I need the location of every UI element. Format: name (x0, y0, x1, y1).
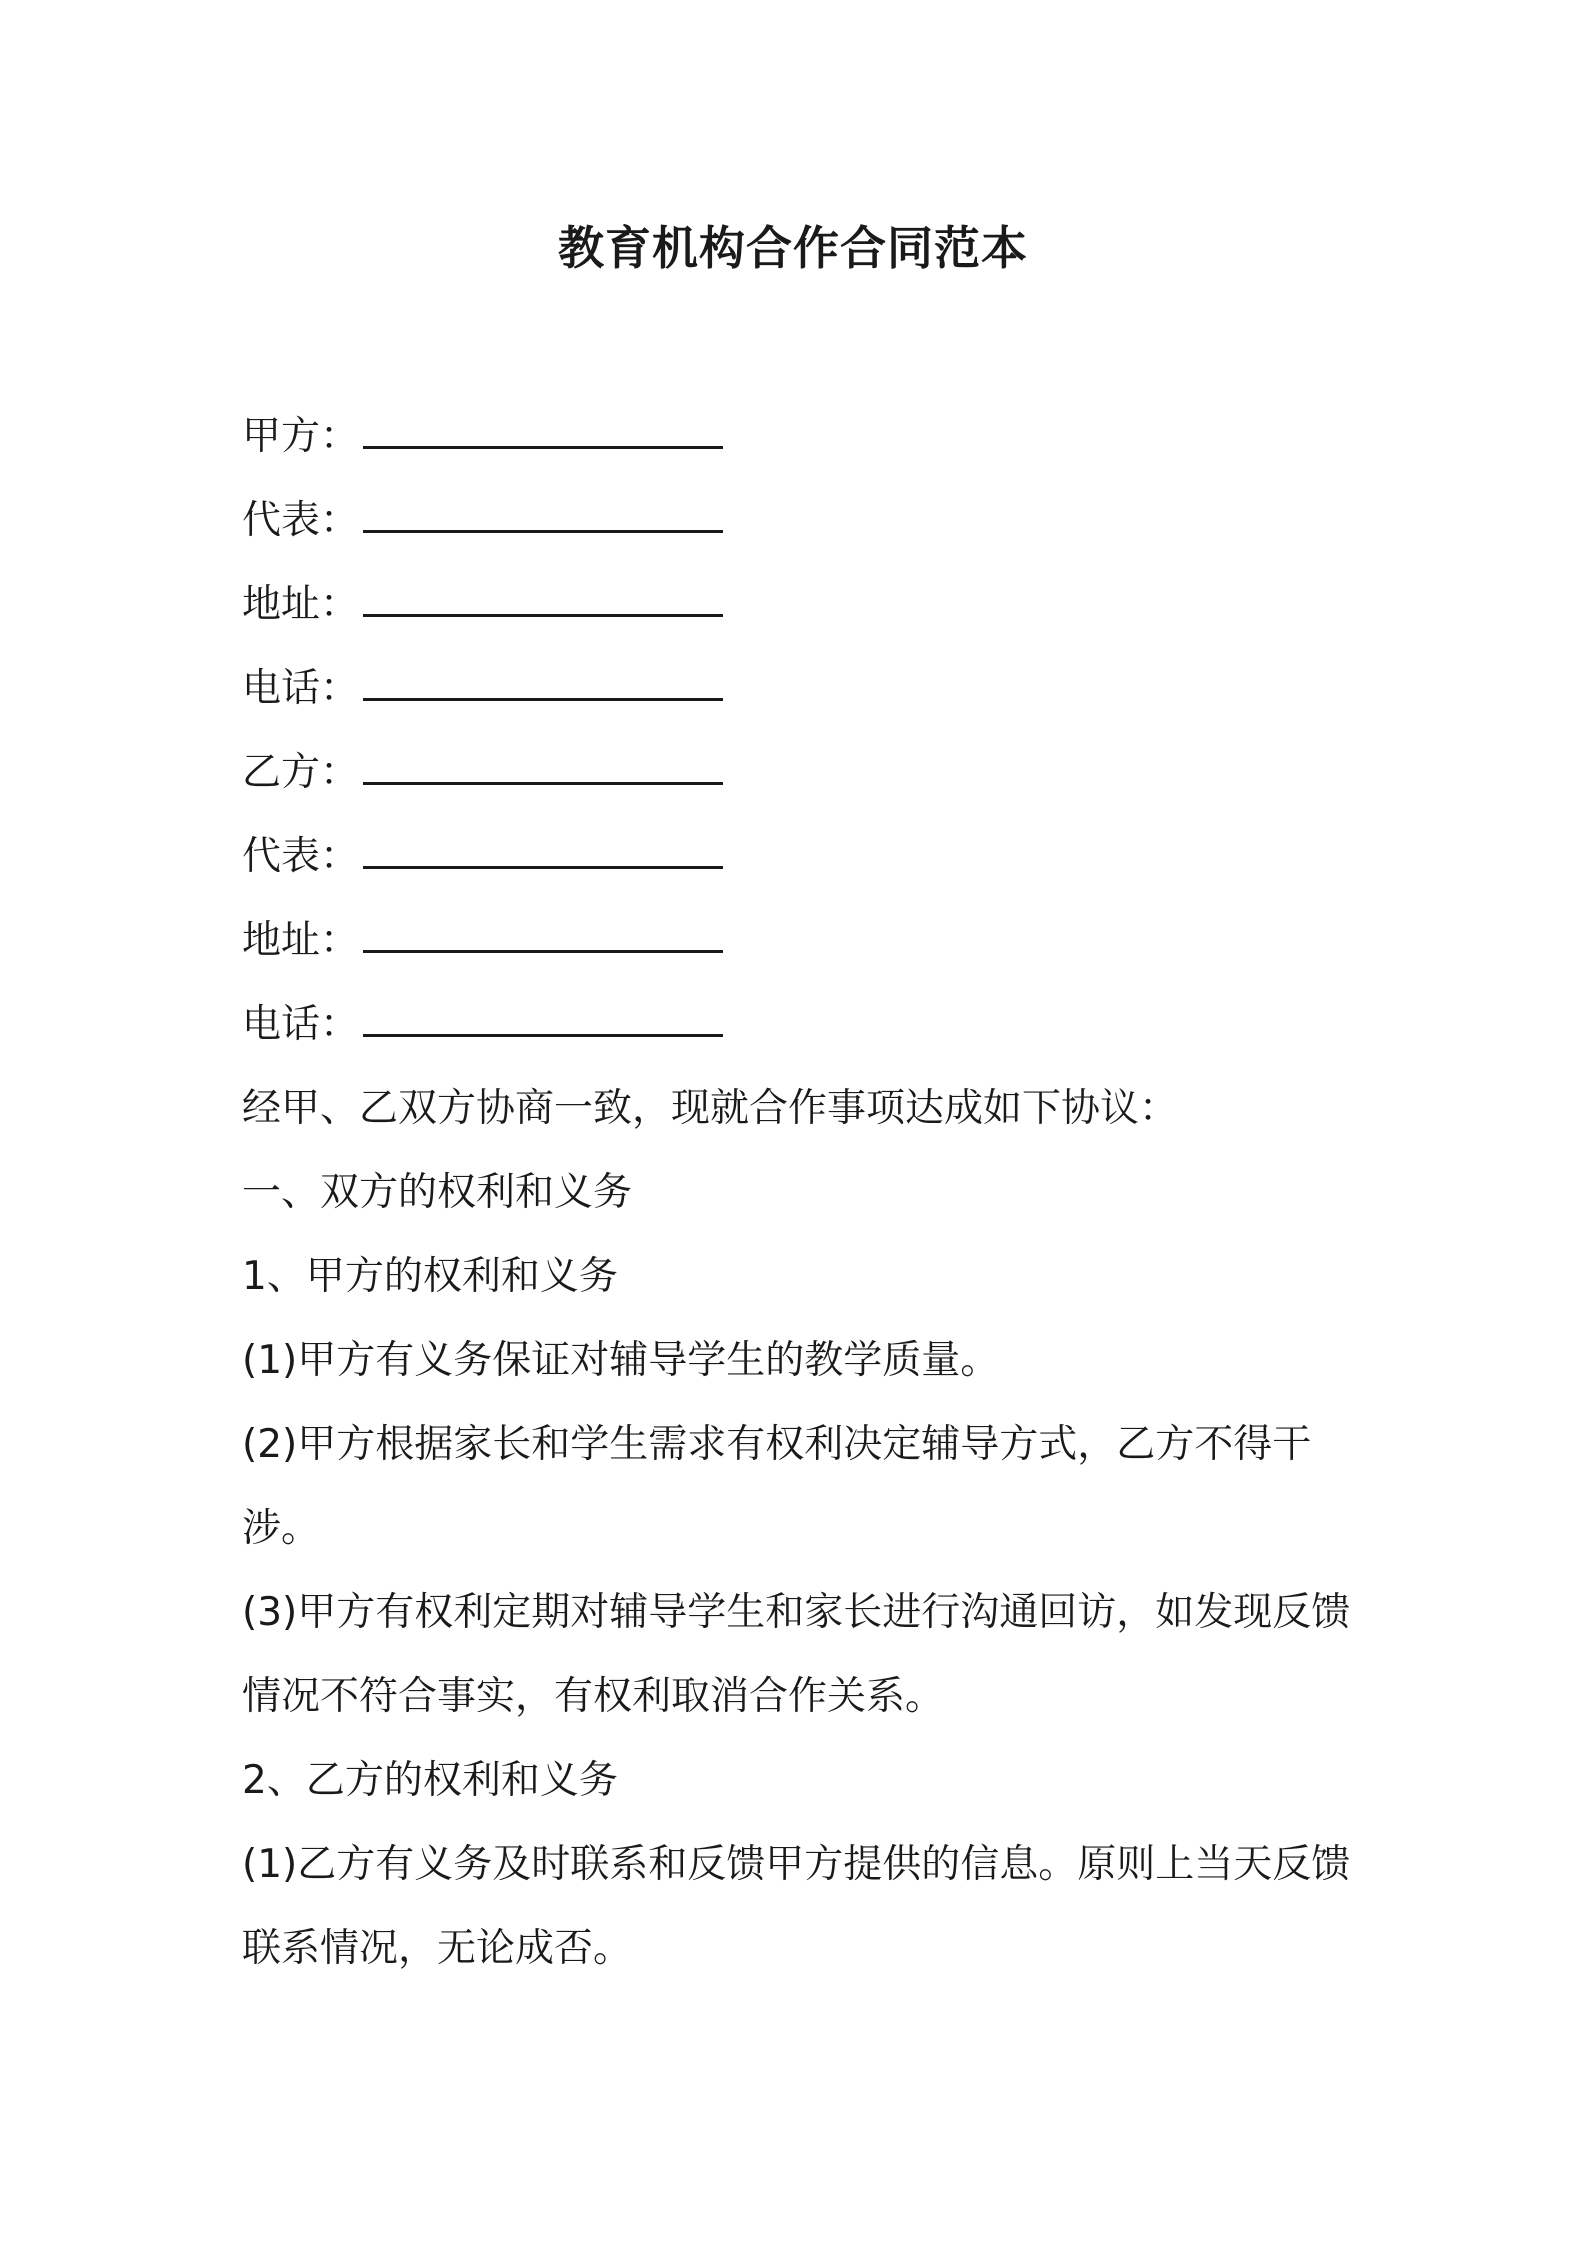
subsection-heading: 1、甲方的权利和义务 (242, 1254, 618, 1299)
field-label: 代表： (242, 834, 360, 879)
fill-in-blank (363, 416, 723, 449)
field-party-a-phone (242, 647, 1362, 731)
field-label: 甲方： (242, 414, 360, 459)
field-party-a-address (242, 563, 1362, 647)
document-body (242, 395, 1362, 1991)
fill-in-blank (363, 1004, 723, 1037)
fill-in-blank (363, 752, 723, 785)
field-party-b-representative (242, 815, 1362, 899)
document-title: 教育机构合作合同范本 (558, 221, 1028, 275)
field-party-b (242, 731, 1362, 815)
fill-in-blank (363, 500, 723, 533)
section-heading: 一、双方的权利和义务 (242, 1170, 633, 1215)
clause: (1)甲方有义务保证对辅导学生的教学质量。 (242, 1338, 1000, 1383)
fill-in-blank (363, 836, 723, 869)
clause: (1)乙方有义务及时联系和反馈甲方提供的信息。原则上当天反馈联系情况，无论成否。 (242, 1842, 1351, 1971)
field-party-b-address (242, 899, 1362, 983)
field-label: 电话： (242, 666, 360, 711)
fill-in-blank (363, 920, 723, 953)
field-label: 地址： (242, 918, 360, 963)
field-label: 电话： (242, 1002, 360, 1047)
field-party-a-representative (242, 479, 1362, 563)
fill-in-blank (363, 668, 723, 701)
field-label: 乙方： (242, 750, 360, 795)
field-party-b-phone (242, 983, 1362, 1067)
subsection-heading: 2、乙方的权利和义务 (242, 1758, 618, 1803)
fill-in-blank (363, 584, 723, 617)
clause: (2)甲方根据家长和学生需求有权利决定辅导方式，乙方不得干涉。 (242, 1422, 1312, 1551)
field-party-a (242, 395, 1362, 479)
agreement-preamble: 经甲、乙双方协商一致，现就合作事项达成如下协议： (242, 1086, 1179, 1131)
field-label: 地址： (242, 582, 360, 627)
field-label: 代表： (242, 498, 360, 543)
clause: (3)甲方有权利定期对辅导学生和家长进行沟通回访，如发现反馈情况不符合事实，有权利取消合作关系。 (242, 1590, 1351, 1719)
